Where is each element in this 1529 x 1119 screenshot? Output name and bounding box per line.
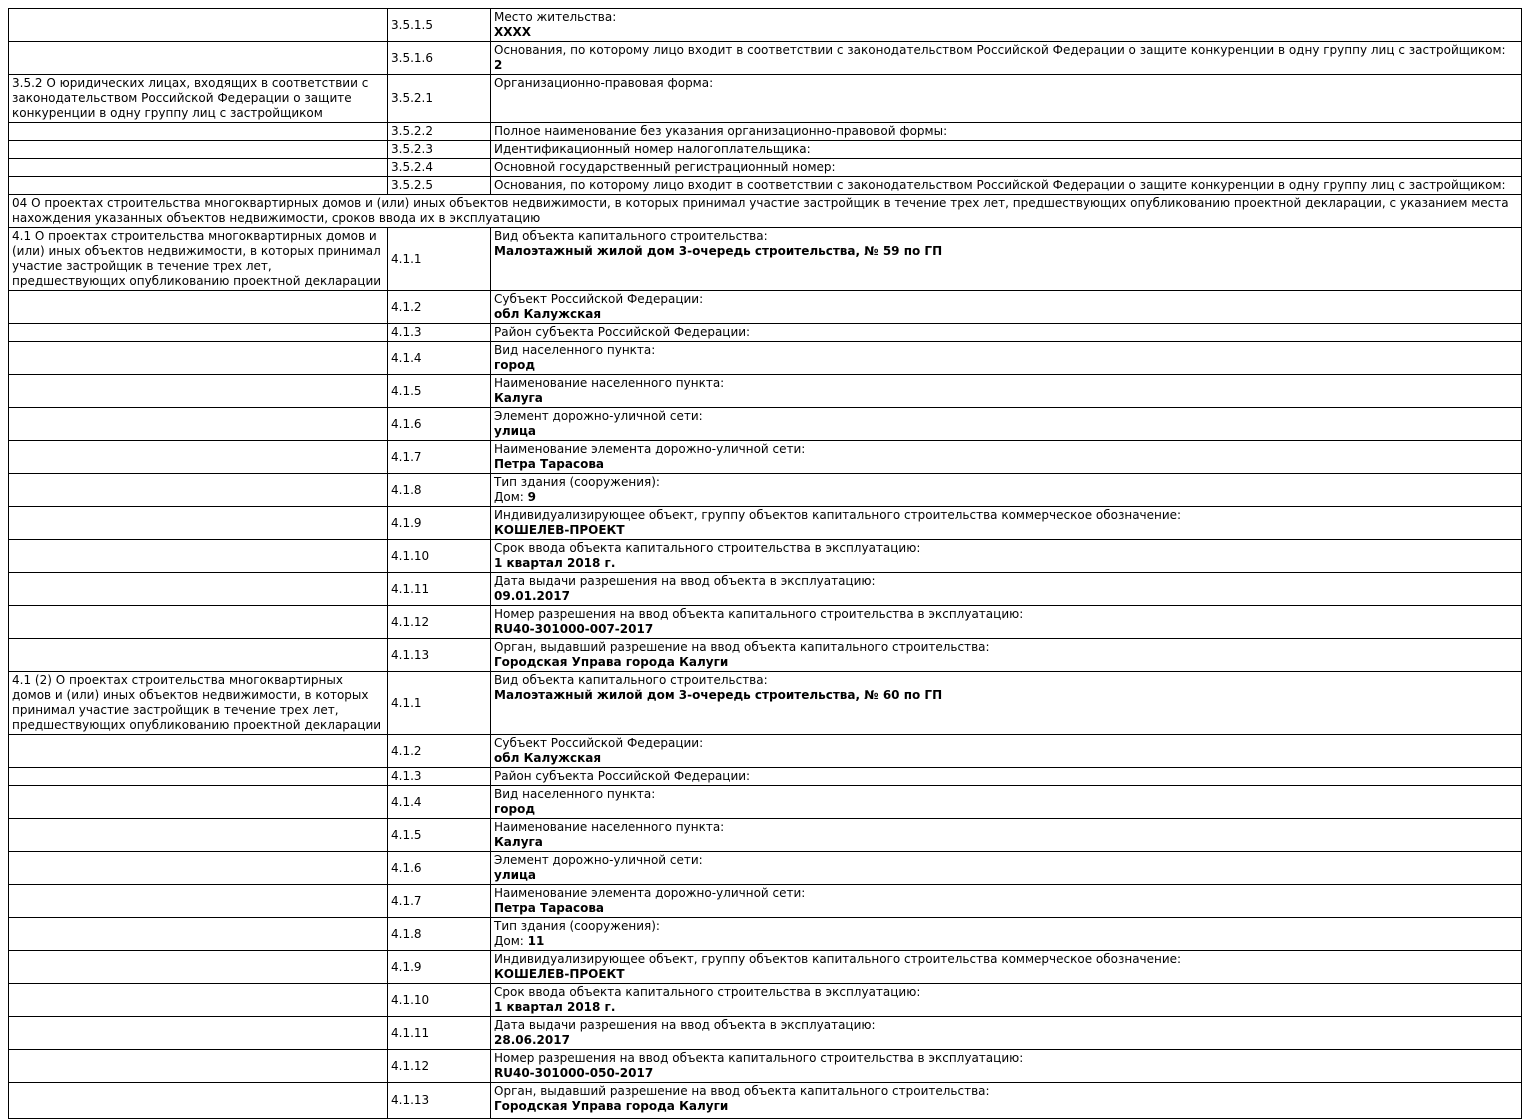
description-cell bbox=[9, 507, 388, 540]
description-cell bbox=[9, 342, 388, 375]
field-cell bbox=[491, 984, 1522, 1017]
field-value-bold: улица bbox=[494, 868, 537, 882]
field-value-bold: обл Калужская bbox=[494, 307, 602, 321]
field-cell bbox=[491, 177, 1522, 195]
field-value bbox=[494, 901, 1518, 916]
description-cell: 4.1 (2) О проектах строительства многоквартирных домов и (или) иных объектов недвижимости, в которых принимал участие застройщик в течение трех лет, предшествующих опубликованию проектной декларации bbox=[9, 672, 388, 735]
field-label: Наименование населенного пункта: bbox=[494, 376, 725, 390]
item-code-cell: 4.1.6 bbox=[388, 408, 491, 441]
field-value bbox=[494, 457, 1518, 472]
field-value-bold: 9 bbox=[527, 490, 536, 504]
description-cell: 4.1 О проектах строительства многоквартирных домов и (или) иных объектов недвижимости, в которых принимал участие застройщик в течение трех лет, предшествующих опубликованию проектной декларации bbox=[9, 228, 388, 291]
field-value bbox=[494, 688, 1518, 703]
field-label: Основания, по которому лицо входит в соответствии с законодательством Российской Федерации о защите конкуренции в одну группу лиц с застройщиком: bbox=[494, 43, 1506, 57]
table-row bbox=[9, 177, 1522, 195]
declaration-table bbox=[8, 8, 1522, 1119]
field-value-bold: ХХХХ bbox=[494, 25, 532, 39]
table-row bbox=[9, 441, 1522, 474]
field-label: Основной государственный регистрационный номер: bbox=[494, 160, 836, 174]
field-label: Индивидуализирующее объект, группу объектов капитального строительства коммерческое обозначение: bbox=[494, 952, 1182, 966]
field-value bbox=[494, 1033, 1518, 1048]
field-value-bold: RU40-301000-007-2017 bbox=[494, 622, 654, 636]
item-code-cell: 3.5.2.5 bbox=[388, 177, 491, 195]
field-cell bbox=[491, 141, 1522, 159]
item-code-cell: 3.5.2.3 bbox=[388, 141, 491, 159]
table-row bbox=[9, 639, 1522, 672]
field-value bbox=[494, 244, 1518, 259]
item-code-cell: 4.1.9 bbox=[388, 951, 491, 984]
field-value bbox=[494, 424, 1518, 439]
field-label: Тип здания (сооружения): bbox=[494, 919, 660, 933]
item-code-cell: 4.1.4 bbox=[388, 342, 491, 375]
item-code-cell: 4.1.5 bbox=[388, 375, 491, 408]
field-cell bbox=[491, 606, 1522, 639]
item-code-cell: 4.1.10 bbox=[388, 540, 491, 573]
field-cell bbox=[491, 408, 1522, 441]
item-code-cell: 3.5.1.5 bbox=[388, 9, 491, 42]
item-code-cell: 4.1.10 bbox=[388, 984, 491, 1017]
description-cell bbox=[9, 123, 388, 141]
description-cell bbox=[9, 159, 388, 177]
description-cell bbox=[9, 291, 388, 324]
field-value bbox=[494, 589, 1518, 604]
description-cell bbox=[9, 42, 388, 75]
field-label: Основания, по которому лицо входит в соответствии с законодательством Российской Федерации о защите конкуренции в одну группу лиц с застройщиком: bbox=[494, 178, 1506, 192]
field-cell bbox=[491, 768, 1522, 786]
description-cell bbox=[9, 540, 388, 573]
field-label: Дата выдачи разрешения на ввод объекта в эксплуатацию: bbox=[494, 1018, 876, 1032]
table-row bbox=[9, 9, 1522, 42]
description-cell bbox=[9, 768, 388, 786]
field-label: Вид населенного пункта: bbox=[494, 343, 656, 357]
field-label: Наименование элемента дорожно-уличной сети: bbox=[494, 442, 806, 456]
field-cell bbox=[491, 852, 1522, 885]
declaration-table-body bbox=[9, 9, 1522, 1119]
item-code-cell: 4.1.8 bbox=[388, 474, 491, 507]
field-value-bold: улица bbox=[494, 424, 537, 438]
field-cell bbox=[491, 441, 1522, 474]
field-value-bold: обл Калужская bbox=[494, 751, 602, 765]
field-value-bold: город bbox=[494, 802, 536, 816]
table-row bbox=[9, 159, 1522, 177]
description-cell bbox=[9, 918, 388, 951]
field-cell bbox=[491, 507, 1522, 540]
field-value bbox=[494, 307, 1518, 322]
field-label: Элемент дорожно-уличной сети: bbox=[494, 853, 703, 867]
item-code-cell: 4.1.11 bbox=[388, 573, 491, 606]
item-code-cell: 4.1.2 bbox=[388, 291, 491, 324]
field-value bbox=[494, 358, 1518, 373]
description-cell bbox=[9, 408, 388, 441]
field-value bbox=[494, 25, 1518, 40]
field-cell bbox=[491, 42, 1522, 75]
table-row bbox=[9, 819, 1522, 852]
item-code-cell: 4.1.13 bbox=[388, 1083, 491, 1119]
item-code-cell: 4.1.1 bbox=[388, 672, 491, 735]
description-cell bbox=[9, 885, 388, 918]
field-value bbox=[494, 523, 1518, 538]
section-header-row bbox=[9, 195, 1522, 228]
item-code-cell: 4.1.4 bbox=[388, 786, 491, 819]
field-cell bbox=[491, 573, 1522, 606]
description-cell bbox=[9, 1083, 388, 1119]
description-cell bbox=[9, 474, 388, 507]
field-value-bold: Малоэтажный жилой дом 3-очередь строительства, № 59 по ГП bbox=[494, 244, 943, 258]
field-value bbox=[494, 934, 1518, 949]
field-value-bold: КОШЕЛЕВ-ПРОЕКТ bbox=[494, 523, 625, 537]
description-cell bbox=[9, 735, 388, 768]
field-value-bold: 09.01.2017 bbox=[494, 589, 570, 603]
field-value-bold: RU40-301000-050-2017 bbox=[494, 1066, 654, 1080]
field-value bbox=[494, 868, 1518, 883]
field-value bbox=[494, 391, 1518, 406]
field-label: Номер разрешения на ввод объекта капитального строительства в эксплуатацию: bbox=[494, 607, 1024, 621]
description-cell bbox=[9, 324, 388, 342]
item-code-cell: 4.1.2 bbox=[388, 735, 491, 768]
description-cell bbox=[9, 819, 388, 852]
table-row bbox=[9, 342, 1522, 375]
description-cell bbox=[9, 9, 388, 42]
field-cell bbox=[491, 1083, 1522, 1119]
table-row bbox=[9, 540, 1522, 573]
field-label: Вид населенного пункта: bbox=[494, 787, 656, 801]
field-label: Тип здания (сооружения): bbox=[494, 475, 660, 489]
field-cell bbox=[491, 291, 1522, 324]
field-cell bbox=[491, 1017, 1522, 1050]
item-code-cell: 3.5.2.1 bbox=[388, 75, 491, 123]
description-cell bbox=[9, 606, 388, 639]
field-value-bold: 2 bbox=[494, 58, 503, 72]
table-row bbox=[9, 885, 1522, 918]
item-code-cell: 4.1.8 bbox=[388, 918, 491, 951]
table-row bbox=[9, 75, 1522, 123]
table-row bbox=[9, 606, 1522, 639]
field-label: Срок ввода объекта капитального строительства в эксплуатацию: bbox=[494, 985, 921, 999]
item-code-cell: 4.1.3 bbox=[388, 768, 491, 786]
field-cell bbox=[491, 885, 1522, 918]
field-cell bbox=[491, 342, 1522, 375]
field-value bbox=[494, 1066, 1518, 1081]
field-label: Субъект Российской Федерации: bbox=[494, 736, 704, 750]
item-code-cell: 3.5.2.2 bbox=[388, 123, 491, 141]
field-cell bbox=[491, 540, 1522, 573]
field-label: Место жительства: bbox=[494, 10, 617, 24]
table-row bbox=[9, 951, 1522, 984]
table-row bbox=[9, 984, 1522, 1017]
field-value-bold: Городская Управа города Калуги bbox=[494, 1099, 729, 1113]
field-value-bold: 1 квартал 2018 г. bbox=[494, 556, 616, 570]
field-value bbox=[494, 622, 1518, 637]
field-value bbox=[494, 556, 1518, 571]
description-cell bbox=[9, 1050, 388, 1083]
field-cell bbox=[491, 228, 1522, 291]
item-code-cell: 4.1.3 bbox=[388, 324, 491, 342]
description-cell bbox=[9, 441, 388, 474]
field-label: Район субъекта Российской Федерации: bbox=[494, 325, 751, 339]
field-label: Орган, выдавший разрешение на ввод объекта капитального строительства: bbox=[494, 1084, 990, 1098]
field-cell bbox=[491, 474, 1522, 507]
item-code-cell: 4.1.7 bbox=[388, 441, 491, 474]
table-row bbox=[9, 408, 1522, 441]
item-code-cell: 4.1.5 bbox=[388, 819, 491, 852]
field-value bbox=[494, 1000, 1518, 1015]
field-value-bold: 28.06.2017 bbox=[494, 1033, 570, 1047]
item-code-cell: 4.1.9 bbox=[388, 507, 491, 540]
description-cell: 3.5.2 О юридических лицах, входящих в соответствии с законодательством Российской Федерации о защите конкуренции в одну группу лиц с застройщиком bbox=[9, 75, 388, 123]
field-value-bold: Калуга bbox=[494, 391, 543, 405]
field-label: Дата выдачи разрешения на ввод объекта в эксплуатацию: bbox=[494, 574, 876, 588]
field-label: Наименование населенного пункта: bbox=[494, 820, 725, 834]
description-cell bbox=[9, 984, 388, 1017]
table-row bbox=[9, 573, 1522, 606]
field-value bbox=[494, 655, 1518, 670]
field-value bbox=[494, 1099, 1518, 1114]
field-cell bbox=[491, 1050, 1522, 1083]
field-value-bold: Городская Управа города Калуги bbox=[494, 655, 729, 669]
table-row bbox=[9, 1083, 1522, 1119]
item-code-cell: 4.1.6 bbox=[388, 852, 491, 885]
field-value-bold: 11 bbox=[527, 934, 545, 948]
table-row bbox=[9, 141, 1522, 159]
table-row bbox=[9, 228, 1522, 291]
item-code-cell: 4.1.1 bbox=[388, 228, 491, 291]
field-value-bold: КОШЕЛЕВ-ПРОЕКТ bbox=[494, 967, 625, 981]
field-value bbox=[494, 802, 1518, 817]
table-row bbox=[9, 324, 1522, 342]
description-cell bbox=[9, 573, 388, 606]
field-value bbox=[494, 490, 1518, 505]
table-row bbox=[9, 786, 1522, 819]
field-label: Срок ввода объекта капитального строительства в эксплуатацию: bbox=[494, 541, 921, 555]
field-cell bbox=[491, 672, 1522, 735]
field-value-plain: Дом: bbox=[494, 490, 528, 504]
table-row bbox=[9, 918, 1522, 951]
field-label: Субъект Российской Федерации: bbox=[494, 292, 704, 306]
field-value bbox=[494, 967, 1518, 982]
item-code-cell: 4.1.12 bbox=[388, 606, 491, 639]
field-cell bbox=[491, 75, 1522, 123]
table-row bbox=[9, 42, 1522, 75]
field-value-bold: Петра Тарасова bbox=[494, 457, 605, 471]
description-cell bbox=[9, 951, 388, 984]
field-label: Орган, выдавший разрешение на ввод объекта капитального строительства: bbox=[494, 640, 990, 654]
table-row bbox=[9, 375, 1522, 408]
section-header-cell: 04 О проектах строительства многоквартирных домов и (или) иных объектов недвижимости, в которых принимал участие застройщик в течение трех лет, предшествующих опубликованию проектной декларации, с указанием места нахождения указанных объектов недвижимости, сроков ввода их в эксплуатацию bbox=[9, 195, 1522, 228]
field-label: Номер разрешения на ввод объекта капитального строительства в эксплуатацию: bbox=[494, 1051, 1024, 1065]
field-value bbox=[494, 835, 1518, 850]
item-code-cell: 4.1.11 bbox=[388, 1017, 491, 1050]
item-code-cell: 4.1.7 bbox=[388, 885, 491, 918]
table-row bbox=[9, 735, 1522, 768]
field-cell bbox=[491, 9, 1522, 42]
field-label: Индивидуализирующее объект, группу объектов капитального строительства коммерческое обозначение: bbox=[494, 508, 1182, 522]
field-value-bold: 1 квартал 2018 г. bbox=[494, 1000, 616, 1014]
description-cell bbox=[9, 786, 388, 819]
item-code-cell: 3.5.2.4 bbox=[388, 159, 491, 177]
field-value-plain: Дом: bbox=[494, 934, 528, 948]
description-cell bbox=[9, 852, 388, 885]
field-cell bbox=[491, 735, 1522, 768]
table-row bbox=[9, 507, 1522, 540]
description-cell bbox=[9, 177, 388, 195]
table-row bbox=[9, 672, 1522, 735]
field-cell bbox=[491, 324, 1522, 342]
field-cell bbox=[491, 159, 1522, 177]
description-cell bbox=[9, 141, 388, 159]
field-cell bbox=[491, 951, 1522, 984]
field-label: Вид объекта капитального строительства: bbox=[494, 229, 768, 243]
field-value bbox=[494, 58, 1518, 73]
field-value bbox=[494, 751, 1518, 766]
field-label: Полное наименование без указания организационно-правовой формы: bbox=[494, 124, 948, 138]
description-cell bbox=[9, 1017, 388, 1050]
table-row bbox=[9, 474, 1522, 507]
table-row bbox=[9, 1050, 1522, 1083]
field-value-bold: город bbox=[494, 358, 536, 372]
field-value-bold: Калуга bbox=[494, 835, 543, 849]
description-cell bbox=[9, 639, 388, 672]
field-label: Наименование элемента дорожно-уличной сети: bbox=[494, 886, 806, 900]
table-row bbox=[9, 852, 1522, 885]
field-cell bbox=[491, 639, 1522, 672]
table-row bbox=[9, 123, 1522, 141]
field-value-bold: Малоэтажный жилой дом 3-очередь строительства, № 60 по ГП bbox=[494, 688, 943, 702]
field-value-bold: Петра Тарасова bbox=[494, 901, 605, 915]
item-code-cell: 3.5.1.6 bbox=[388, 42, 491, 75]
field-cell bbox=[491, 786, 1522, 819]
field-cell bbox=[491, 375, 1522, 408]
table-row bbox=[9, 1017, 1522, 1050]
field-label: Район субъекта Российской Федерации: bbox=[494, 769, 751, 783]
table-row bbox=[9, 768, 1522, 786]
field-label: Вид объекта капитального строительства: bbox=[494, 673, 768, 687]
field-cell bbox=[491, 819, 1522, 852]
table-row bbox=[9, 291, 1522, 324]
field-label: Идентификационный номер налогоплательщика: bbox=[494, 142, 811, 156]
field-label: Элемент дорожно-уличной сети: bbox=[494, 409, 703, 423]
field-label: Организационно-правовая форма: bbox=[494, 76, 714, 90]
field-cell bbox=[491, 123, 1522, 141]
description-cell bbox=[9, 375, 388, 408]
item-code-cell: 4.1.12 bbox=[388, 1050, 491, 1083]
field-cell bbox=[491, 918, 1522, 951]
item-code-cell: 4.1.13 bbox=[388, 639, 491, 672]
